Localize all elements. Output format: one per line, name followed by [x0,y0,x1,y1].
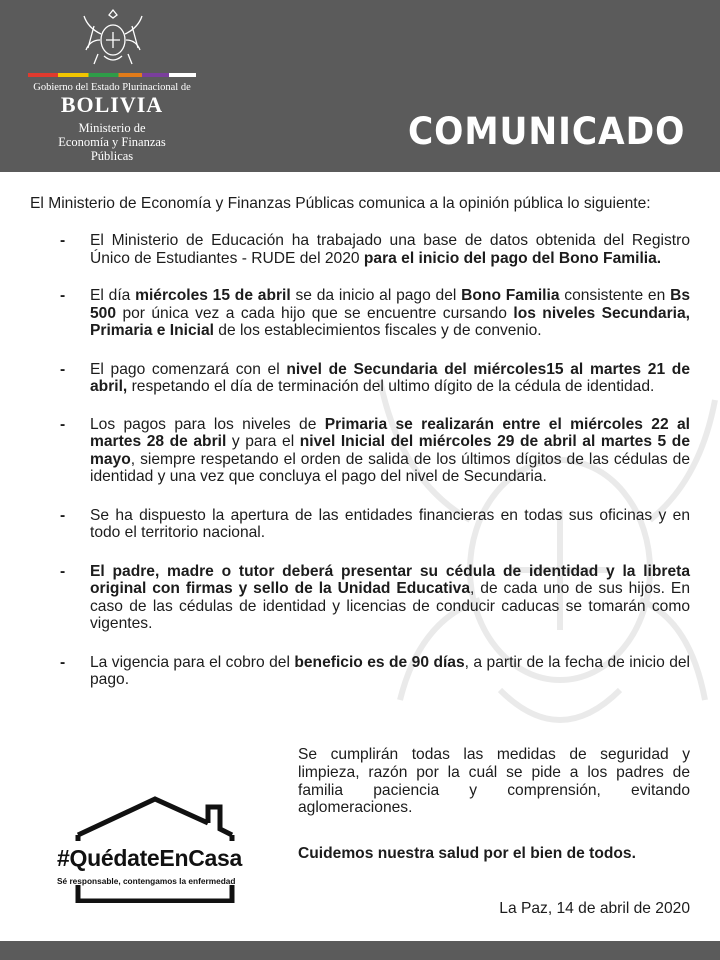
item-bold-text: nivel de Secundaria del miércoles15 al martes 21 de abril, [90,360,690,395]
coat-of-arms-icon [80,6,146,68]
list-item [60,287,690,340]
announcement-list [60,232,690,689]
intro-text: El Ministerio de Economía y Finanzas Públicas comunica a la opinión pública lo siguiente: [30,195,651,212]
item-bold-text: los niveles Secundaria, Primaria e Inicial [90,304,690,339]
bullet-dash: - [60,287,66,304]
item-text: , a partir de la fecha de inicio del pago. [90,653,691,688]
item-text: por única vez a cada hijo que se encuentre cursando [116,304,514,322]
list-item [60,654,690,689]
item-bold-text: Primaria se realizarán entre el miércoles 22 al martes 28 de abril [90,415,690,450]
bullet-dash: - [60,415,66,433]
issue-date: La Paz, 14 de abril de 2020 [499,900,690,917]
bullet-dash: - [60,360,66,378]
footer-bar [0,941,720,960]
item-text: consistente en [559,287,671,304]
campaign-tagline: Sé responsable, contengamos la enfermedad [57,876,236,886]
item-text: El día [90,287,136,304]
list-item [60,416,690,486]
ministry-line: Públicas [90,149,134,163]
item-bold-text: Bs 500 [90,287,690,322]
flag-stripe [28,73,196,77]
campaign-hashtag: #QuédateEnCasa [57,845,242,871]
page-title: COMUNICADO [408,110,686,153]
item-text: y para el [226,433,300,450]
item-bold-text: nivel Inicial del miércoles 29 de abril al martes 5 de mayo [90,433,690,468]
ministry-line: Ministerio de [78,121,146,135]
item-text: , siempre respetando el orden de salida de los últimos dígitos de las cédulas de identidad y una vez que concluya el pago del nivel de Secundaria. [90,450,690,485]
item-text: de los establecimientos fiscales y de convenio. [213,322,542,339]
country-name: BOLIVIA [60,92,164,117]
item-text: , de cada uno de sus hijos. En caso de las cédulas de identidad y licencias de conducir caducas se tomarán como vigentes. [90,580,690,632]
closing-paragraph: Se cumplirán todas las medidas de seguridad y limpieza, razón por la cuál se pide a los padres de familia paciencia y comprensión, evitando aglomeraciones. [298,746,690,817]
item-text: El Ministerio de Educación ha trabajado una base de datos obtenida del Registro Único de Estudiantes - RUDE del 2020 [90,232,690,267]
item-text: La vigencia para el cobro del [90,653,295,671]
closing-slogan: Cuidemos nuestra salud por el bien de todos. [298,845,636,862]
bullet-dash: - [60,562,66,580]
list-item [60,232,690,267]
header-banner [0,0,720,172]
item-text: Se ha dispuesto la apertura de las entidades financieras en todas sus oficinas y en todo el territorio nacional. [90,506,690,541]
item-text: respetando el día de terminación del ultimo dígito de la cédula de identidad. [127,378,655,395]
government-line: Gobierno del Estado Plurinacional de [33,82,191,93]
ministry-line: Economía y Finanzas [58,135,166,149]
list-item [60,563,690,633]
item-bold-text: miércoles 15 de abril [135,287,291,304]
item-bold-text: El padre, madre o tutor deberá presentar su cédula de identidad y la libreta original con firmas y sello de la Unidad Educativa [90,562,690,597]
bullet-dash: - [60,232,66,249]
ministry-name [42,121,182,163]
item-text: Los pagos para los niveles de [90,415,325,433]
item-bold-text: beneficio es de 90 días [294,653,465,671]
item-text: El pago comenzará con el [90,360,287,378]
list-item [60,507,690,542]
item-text: se da inicio al pago del [290,287,462,304]
item-bold-text: Bono Familia [461,287,560,304]
item-bold-text: para el inicio del pago del Bono Familia. [363,249,662,267]
bullet-dash: - [60,506,66,524]
bullet-dash: - [60,653,66,671]
list-item [60,361,690,396]
